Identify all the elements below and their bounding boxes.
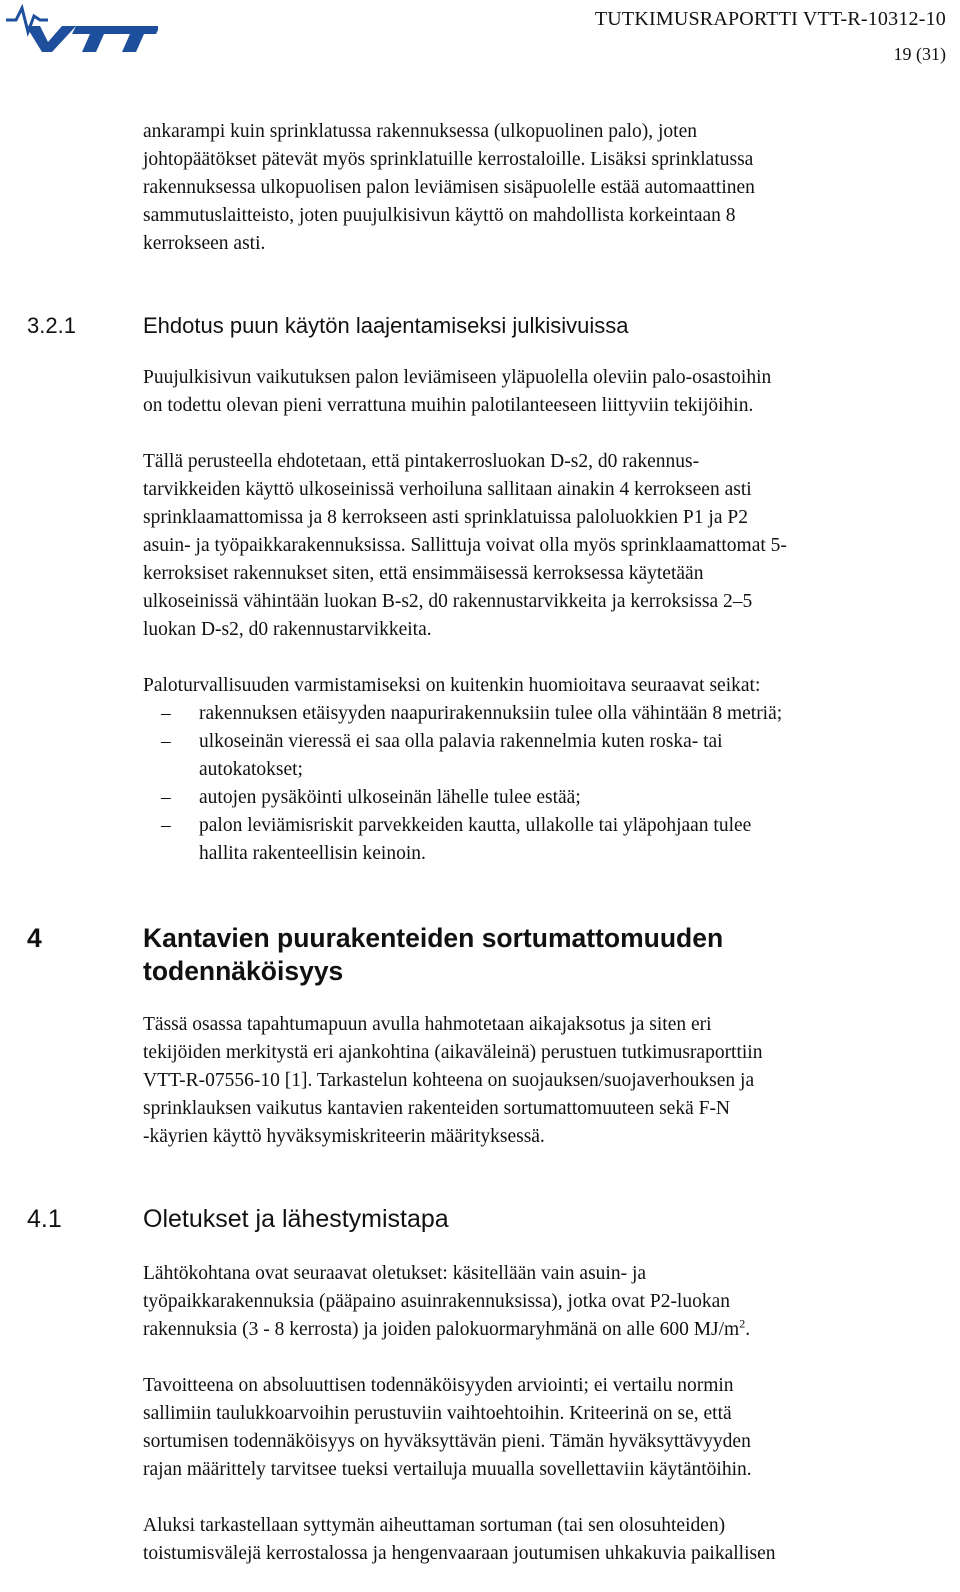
report-id: TUTKIMUSRAPORTTI VTT-R-10312-10 [594,8,946,30]
text-line: Tässä osassa tapahtumapuun avulla hahmotetaan aikajaksotus ja siten eri [143,1014,712,1035]
intro-paragraph [143,118,943,258]
text-line: työpaikkarakennuksia (pääpaino asuinrakennuksissa), jotka ovat P2-luokan [143,1291,731,1312]
text-line: ulkoseinän vieressä ei saa olla palavia rakennelmia kuten roska- tai [199,731,723,752]
section-title: Oletukset ja lähestymistapa [143,1205,449,1233]
superscript: 2 [739,1316,746,1331]
text-line: autojen pysäköinti ulkoseinän lähelle tulee estää; [199,787,581,808]
text-line: tekijöiden merkitystä eri ajankohtina (aikaväleinä) perustuen tutkimusraporttiin [143,1042,763,1063]
text-line: sprinklaamattomissa ja 8 kerrokseen asti sprinklatuissa paloluokkien P1 ja P2 [143,507,748,528]
dash-icon: – [161,731,171,752]
text-line: rakennuksen etäisyyden naapurirakennuksiin tulee olla vähintään 8 metriä; [199,703,783,724]
dash-icon: – [161,787,171,808]
paragraph-3-2-1-c [143,672,943,700]
text-line: -käyrien käyttö hyväksymiskriteerin määrityksessä. [143,1126,545,1147]
list-item [143,784,943,812]
list-item [143,728,943,784]
paragraph-4-1-c [143,1512,943,1568]
text-segment: . [745,1319,751,1340]
text-line: Tavoitteena on absoluuttisen todennäköisyyden arviointi; ei vertailu normin [143,1375,734,1396]
text-line: johtopäätökset pätevät myös sprinklatuille kerrostaloille. Lisäksi sprinklatussa [143,149,754,170]
logo-wave-icon [6,8,48,32]
text-line-with-superscript [143,1316,943,1344]
text-line: sprinklauksen vaikutus kantavien rakenteiden sortumattomuuteen sekä F-N [143,1098,731,1119]
text-line: ankarampi kuin sprinklatussa rakennuksessa (ulkopuolinen palo), joten [143,121,697,142]
text-line: on todettu olevan pieni verrattuna muihin palotilanteeseen liittyviin tekijöihin. [143,395,754,416]
text-line: Aluksi tarkastellaan syttymän aiheuttaman sortuman (tai sen olosuhteiden) [143,1515,726,1536]
text-line: Tällä perusteella ehdotetaan, että pintakerrosluokan D-s2, d0 rakennus- [143,451,700,472]
text-line: sammutuslaitteisto, joten puujulkisivun käyttö on mahdollista korkeintaan 8 [143,205,736,226]
text-line: Puujulkisivun vaikutuksen palon leviämiseen yläpuolella oleviin palo-osastoihin [143,367,772,388]
paragraph-4-1-b [143,1372,943,1484]
text-line: toistumisvälejä kerrostalossa ja hengenvaaraan joutumisen uhkakuvia paikallisen [143,1543,776,1564]
text-line: rakennuksessa ulkopuolisen palon leviämisen sisäpuolelle estää automaattinen [143,177,755,198]
text-line: kerroksiset rakennukset siten, että ensimmäisessä kerroksessa käytetään [143,563,704,584]
dash-icon: – [161,703,171,724]
dash-icon: – [161,815,171,836]
text-line: sallimiin taulukkoarvoihin perustuviin vaihtoehtoihin. Kriteerinä on se, että [143,1403,732,1424]
text-line: VTT-R-07556-10 [1]. Tarkastelun kohteena on suojauksen/suojaverhouksen ja [143,1070,755,1091]
text-line: sortumisen todennäköisyys on hyväksyttävän pieni. Tämän hyväksyttävyyden [143,1431,751,1452]
text-line: hallita rakenteellisin keinoin. [199,843,426,864]
paragraph-3-2-1-a [143,364,943,420]
page-number: 19 (31) [893,44,946,64]
text-line: tarvikkeiden käyttö ulkoseinissä verhoiluna sallitaan ainakin 4 kerrokseen asti [143,479,752,500]
paragraph-4-1-a [143,1260,943,1344]
list-item [143,812,943,868]
text-line: palon leviämisriskit parvekkeiden kautta, ullakolle tai yläpohjaan tulee [199,815,752,836]
section-number: 4 [27,923,42,953]
section-title-line-1: Kantavien puurakenteiden sortumattomuuden [143,923,724,953]
text-segment: rakennuksia (3 - 8 kerrosta) ja joiden palokuormaryhmänä on alle 600 MJ/m [143,1319,740,1340]
text-line: Lähtökohtana ovat seuraavat oletukset: käsitellään vain asuin- ja [143,1263,647,1284]
text-line: ulkoseinissä vähintään luokan B-s2, d0 rakennustarvikkeita ja kerroksissa 2–5 [143,591,753,612]
text-line: autokatokset; [199,759,303,780]
text-line: luokan D-s2, d0 rakennustarvikkeita. [143,619,432,640]
logo-letter-t1 [72,26,120,52]
text-line: Paloturvallisuuden varmistamiseksi on kuitenkin huomioitava seuraavat seikat: [143,675,761,696]
text-line: rajan määrittely tarvitsee tueksi vertailuja muualla sovellettaviin käytäntöihin. [143,1459,752,1480]
text-line: kerrokseen asti. [143,233,266,254]
paragraph-3-2-1-b [143,448,943,644]
section-number: 4.1 [27,1205,62,1233]
section-number: 3.2.1 [27,313,76,338]
bullet-list [143,700,943,868]
logo-letter-t2 [112,26,158,52]
section-title-line-2: todennäköisyys [143,956,344,986]
vtt-logo [4,2,158,54]
paragraph-4 [143,1011,943,1151]
list-item [143,700,943,728]
logo-letter-v [26,26,76,52]
text-line: asuin- ja työpaikkarakennuksissa. Sallittuja voivat olla myös sprinklaamattomat 5- [143,535,787,556]
section-title: Ehdotus puun käytön laajentamiseksi julkisivuissa [143,313,629,338]
